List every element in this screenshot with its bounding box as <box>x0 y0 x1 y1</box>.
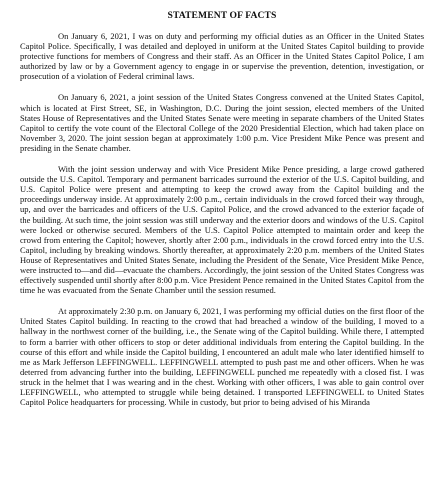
paragraph-4: At approximately 2:30 p.m. on January 6, 2021, I was performing my official duties on the first floor of the United States Capitol building. In reacting to the crowd that had breached a window of the building, I moved to a hallway in the northwest corner of the building, i.e., the Senate wing of the Capitol building. While there, I attempted to form a barrier with other officers to stop or deter additional individuals from entering the Capitol building. In the course of this effort and while inside the Capitol building, I encountered an adult male who later identified himself to me as Mark Jefferson LEFFINGWELL. LEFFINGWELL attempted to push past me and other officers. When he was deterred from advancing further into the building, LEFFINGWELL punched me repeatedly with a closed fist. I was struck in the helmet that I was wearing and in the chest. Working with other officers, I was able to gain control over LEFFINGWELL, who attempted to struggle while being detained. I transported LEFFINGWELL to United States Capitol Police headquarters for processing. While in custody, but prior to being advised of his Miranda <box>20 306 424 408</box>
document-title: STATEMENT OF FACTS <box>167 10 277 21</box>
paragraph-2: On January 6, 2021, a joint session of the United States Congress convened at the United States Capitol, which is located at First Street, SE, in Washington, D.C. During the joint session, elected members of the United States House of Representatives and the United States Senate were meeting in separate chambers of the United States Capitol to certify the vote count of the Electoral College of the 2020 Presidential Election, which had taken place on November 3, 2020. The joint session began at approximately 1:00 p.m. Vice President Mike Pence was present and presiding in the Senate chamber. <box>20 92 424 153</box>
paragraph-1: On January 6, 2021, I was on duty and performing my official duties as an Officer in the United States Capitol Police. Specifically, I was detailed and deployed in uniform at the United States Capitol building to provide protective functions for members of Congress and their staff. As an Officer in the United States Capitol Police, I am authorized by law or by a Government agency to engage in or supervise the prevention, detention, investigation, or prosecution of a violation of Federal criminal laws. <box>20 31 424 82</box>
paragraph-3: With the joint session underway and with Vice President Mike Pence presiding, a large crowd gathered outside the U.S. Capitol. Temporary and permanent barricades surround the exterior of the U.S. Capitol building, and U.S. Capitol Police were present and attempting to keep the crowd away from the Capitol building and the proceedings underway inside. At approximately 2:00 p.m., certain individuals in the crowd forced their way through, up, and over the barricades and officers of the U.S. Capitol Police, and the crowd advanced to the exterior façade of the building. At such time, the joint session was still underway and the exterior doors and windows of the U.S. Capitol were locked or otherwise secured. Members of the U.S. Capitol Police attempted to maintain order and keep the crowd from entering the Capitol; however, shortly after 2:00 p.m., individuals in the crowd forced entry into the U.S. Capitol, including by breaking windows. Shortly thereafter, at approximately 2:20 p.m. members of the United States House of Representatives and United States Senate, including the President of the Senate, Vice President Mike Pence, were instructed to—and did—evacuate the chambers. Accordingly, the joint session of the United States Congress was effectively suspended until shortly after 8:00 p.m. Vice President Pence remained in the United States Capitol from the time he was evacuated from the Senate Chamber until the session resumed. <box>20 164 425 296</box>
